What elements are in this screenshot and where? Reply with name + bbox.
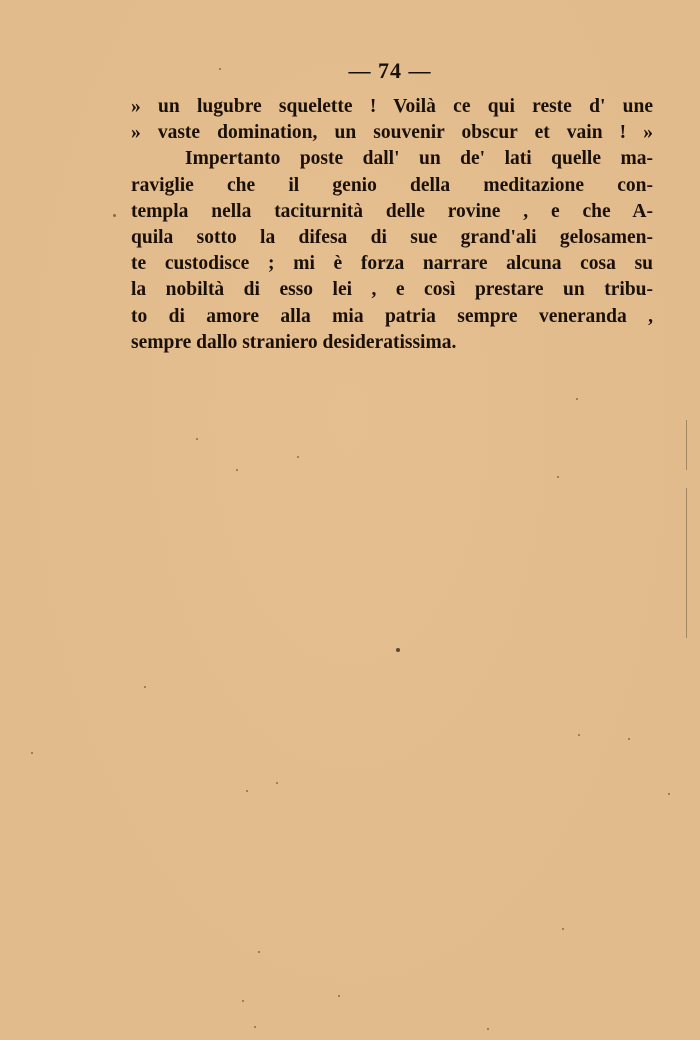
paper-speck (246, 790, 248, 792)
paper-speck (338, 995, 340, 997)
paper-speck (578, 734, 580, 736)
paper-speck (113, 214, 116, 217)
text-line: » un lugubre squelette ! Voilà ce qui reste d' une (131, 96, 653, 117)
paper-speck (258, 951, 260, 953)
scan-edge-mark (686, 420, 687, 470)
paper-speck (668, 793, 670, 795)
paper-speck (242, 1000, 244, 1002)
paper-speck (297, 456, 299, 458)
text-line: Impertanto poste dall' un de' lati quelle ma- (185, 148, 653, 170)
paper-speck (254, 1026, 256, 1028)
paper-speck (396, 648, 400, 652)
paper-speck (276, 782, 278, 784)
text-line: » vaste domination, un souvenir obscur et vain ! » (131, 122, 653, 144)
text-line: to di amore alla mia patria sempre veneranda , (131, 305, 653, 327)
body-text (131, 94, 653, 356)
paper-speck (196, 438, 198, 440)
paper-speck (31, 752, 33, 754)
text-line: templa nella taciturnità delle rovine , e che A- (131, 200, 653, 222)
text-line: sempre dallo straniero desideratissima. (131, 331, 457, 353)
paper-speck (236, 469, 238, 471)
paper-speck (144, 686, 146, 688)
paper-speck (576, 398, 578, 400)
text-line: quila sotto la difesa di sue grand'ali gelosamen- (131, 226, 653, 248)
paper-speck (557, 476, 559, 478)
text-line: te custodisce ; mi è forza narrare alcuna cosa su (131, 253, 653, 275)
text-line: la nobiltà di esso lei , e così prestare un tribu- (131, 279, 653, 301)
paper-speck (628, 738, 630, 740)
page-number: — 74 — (348, 58, 432, 83)
text-line: raviglie che il genio della meditazione con- (131, 174, 653, 196)
paper-speck (487, 1028, 489, 1030)
scan-edge-mark (686, 488, 687, 638)
paper-speck (562, 928, 564, 930)
paper-speck (219, 68, 221, 70)
